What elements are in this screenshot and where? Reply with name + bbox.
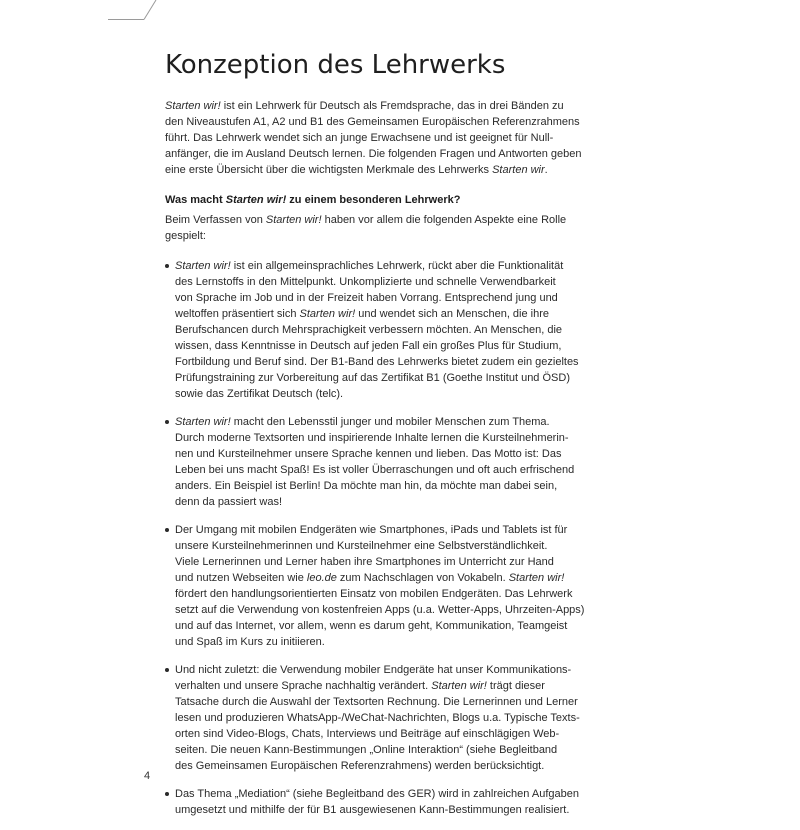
bullet-dot-icon	[165, 668, 169, 672]
bullet-dot-icon	[165, 792, 169, 796]
text-line	[175, 290, 585, 306]
text-line	[175, 554, 585, 570]
text-run: weltoffen präsentiert sich	[175, 308, 300, 320]
text-run: des Gemeinsamen Europäischen Referenzrahmens) werden berücksichtigt.	[175, 760, 545, 772]
intro-paragraph	[165, 98, 585, 178]
text-line	[175, 354, 585, 370]
text-run: umgesetzt und mithilfe der für B1 ausgewiesenen Kann-Bestimmungen realisiert.	[175, 804, 570, 816]
text-run: Berufschancen durch Mehrsprachigkeit verbessern möchten. An Menschen, die	[175, 324, 563, 336]
bullet-dot-icon	[165, 264, 169, 268]
bullet-item	[165, 258, 585, 402]
text-line	[175, 274, 585, 290]
text-line	[175, 494, 585, 510]
text-line	[175, 478, 585, 494]
text-run: Das Thema „Mediation“ (siehe Begleitband des GER) wird in zahlreichen Aufgaben	[175, 788, 579, 800]
text-line	[165, 212, 585, 228]
text-run: Durch moderne Textsorten und inspirierende Inhalte lernen die Kursteilnehmerin-	[175, 432, 569, 444]
text-run: ist ein allgemeinsprachliches Lehrwerk, rückt aber die Funktionalität	[230, 260, 564, 272]
text-run: eine erste Übersicht über die wichtigsten Merkmale des Lehrwerks	[165, 164, 493, 176]
bullet-item	[165, 414, 585, 510]
text-line	[165, 146, 585, 162]
text-run: denn da passiert was!	[175, 496, 283, 508]
text-run: wissen, dass Kenntnisse in Deutsch auf jeden Fall ein großes Plus für Studium,	[175, 340, 562, 352]
text-line	[175, 538, 585, 554]
text-line	[165, 98, 585, 114]
text-run: trägt dieser	[486, 680, 545, 692]
text-line	[175, 710, 585, 726]
emphasis-text: Starten wir!	[265, 214, 322, 226]
emphasis-text: Starten wir!	[299, 308, 356, 320]
text-run: Der Umgang mit mobilen Endgeräten wie Smartphones, iPads und Tablets ist für	[175, 524, 568, 536]
emphasis-text: leo.de	[306, 572, 337, 584]
text-line	[165, 114, 585, 130]
text-run: sowie das Zertifikat Deutsch (telc).	[175, 388, 344, 400]
text-run: und Spaß im Kurs zu initiieren.	[175, 636, 325, 648]
text-run: zum Nachschlagen von Vokabeln.	[336, 572, 509, 584]
text-run: Tatsache durch die Auswahl der Textsorten Rechnung. Die Lernerinnen und Lerner	[175, 696, 578, 708]
text-line	[175, 602, 585, 618]
text-run: Beim Verfassen von	[165, 214, 266, 226]
emphasis-text: Starten wir!	[175, 416, 231, 428]
main-content	[165, 98, 585, 830]
text-run: macht den Lebensstil junger und mobiler Menschen zum Thema.	[230, 416, 550, 428]
text-line	[175, 306, 585, 322]
text-run: Fortbildung und Beruf sind. Der B1-Band des Lehrwerks bietet zudem ein gezieltes	[175, 356, 579, 368]
text-run: setzt auf die Verwendung von kostenfreien Apps (u.a. Wetter-Apps, Uhrzeiten-Apps)	[175, 604, 585, 616]
text-run: anfänger, die im Ausland Deutsch lernen. Die folgenden Fragen und Antworten geben	[165, 148, 582, 160]
text-run: Leben bei uns macht Spaß! Es ist voller Überraschungen und oft auch erfrischend	[175, 464, 575, 476]
bullet-dot-icon	[165, 528, 169, 532]
text-run: Und nicht zuletzt: die Verwendung mobiler Endgeräte hat unser Kommunikations-	[175, 664, 572, 676]
text-line	[175, 694, 585, 710]
emphasis-text: Starten wir!	[225, 194, 287, 206]
text-line	[175, 662, 585, 678]
text-line	[175, 258, 585, 274]
text-run: fördert den handlungsorientierten Einsatz von mobilen Endgeräten. Das Lehrwerk	[175, 588, 573, 600]
text-line	[175, 370, 585, 386]
text-run: seiten. Die neuen Kann-Bestimmungen „Online Interaktion“ (siehe Begleitband	[175, 744, 558, 756]
text-run: orten sind Video-Blogs, Chats, Interviews und Beiträge auf einschlägigen Web-	[175, 728, 560, 740]
text-line	[175, 586, 585, 602]
text-line	[175, 742, 585, 758]
text-run: gespielt:	[165, 230, 206, 242]
text-run: nen und Kursteilnehmer unsere Sprache kennen und lieben. Das Motto ist: Das	[175, 448, 562, 460]
corner-slash-decoration	[0, 0, 800, 40]
page-title: Konzeption des Lehrwerks	[165, 50, 506, 80]
text-run: Viele Lernerinnen und Lerner haben ihre Smartphones im Unterricht zur Hand	[175, 556, 554, 568]
emphasis-text: Starten wir!	[165, 100, 221, 112]
text-run: und auf das Internet, vor allem, wenn es darum geht, Kommunikation, Teamgeist	[175, 620, 568, 632]
emphasis-text: Starten wir!	[175, 260, 231, 272]
bullet-item	[165, 662, 585, 774]
text-run: ist ein Lehrwerk für Deutsch als Fremdsprache, das in drei Bänden zu	[220, 100, 564, 112]
text-line	[175, 462, 585, 478]
text-run: den Niveaustufen A1, A2 und B1 des Gemeinsamen Europäischen Referenzrahmens	[165, 116, 580, 128]
text-run: zu einem besonderen Lehrwerk?	[286, 194, 461, 206]
text-line	[165, 228, 585, 244]
text-run: und nutzen Webseiten wie	[175, 572, 307, 584]
text-run: führt. Das Lehrwerk wendet sich an junge Erwachsene und ist geeignet für Null-	[165, 132, 554, 144]
text-line	[175, 678, 585, 694]
bullet-list	[165, 258, 585, 818]
text-line	[175, 618, 585, 634]
emphasis-text: Starten wir!	[431, 680, 487, 692]
text-line	[175, 414, 585, 430]
text-line	[175, 726, 585, 742]
text-run: anders. Ein Beispiel ist Berlin! Da möchte man hin, da möchte man dabei sein,	[175, 480, 558, 492]
text-run: des Lernstoffs in den Mittelpunkt. Unkomplizierte und schnelle Verwendbarkeit	[175, 276, 556, 288]
text-run: Prüfungstraining zur Vorbereitung auf das Zertifikat B1 (Goethe Institut und ÖSD)	[175, 372, 570, 384]
text-line	[175, 430, 585, 446]
text-line	[175, 570, 585, 586]
text-line	[165, 162, 585, 178]
page-number: 4	[144, 770, 151, 782]
bullet-item	[165, 786, 585, 818]
text-line	[175, 758, 585, 774]
lead-paragraph	[165, 212, 585, 244]
text-run: Was macht	[165, 194, 226, 206]
text-run: haben vor allem die folgenden Aspekte eine Rolle	[321, 214, 567, 226]
text-run: verhalten und unsere Sprache nachhaltig verändert.	[175, 680, 432, 692]
text-line	[175, 634, 585, 650]
text-line	[175, 522, 585, 538]
emphasis-text: Starten wir!	[508, 572, 565, 584]
bullet-item	[165, 522, 585, 650]
text-line	[175, 802, 585, 818]
emphasis-text: Starten wir	[492, 164, 545, 176]
text-run: von Sprache im Job und in der Freizeit haben Vorrang. Entsprechend jung und	[175, 292, 558, 304]
text-run: .	[544, 164, 548, 176]
text-line	[175, 446, 585, 462]
text-line	[175, 338, 585, 354]
text-line	[165, 130, 585, 146]
section-question	[165, 192, 585, 208]
text-run: unsere Kursteilnehmerinnen und Kursteilnehmer eine Selbstverständlichkeit.	[175, 540, 548, 552]
text-run: lesen und produzieren WhatsApp-/WeChat-Nachrichten, Blogs u.a. Typische Texts-	[175, 712, 580, 724]
text-run: und wendet sich an Menschen, die ihre	[355, 308, 550, 320]
bullet-dot-icon	[165, 420, 169, 424]
text-line	[175, 386, 585, 402]
text-line	[175, 322, 585, 338]
